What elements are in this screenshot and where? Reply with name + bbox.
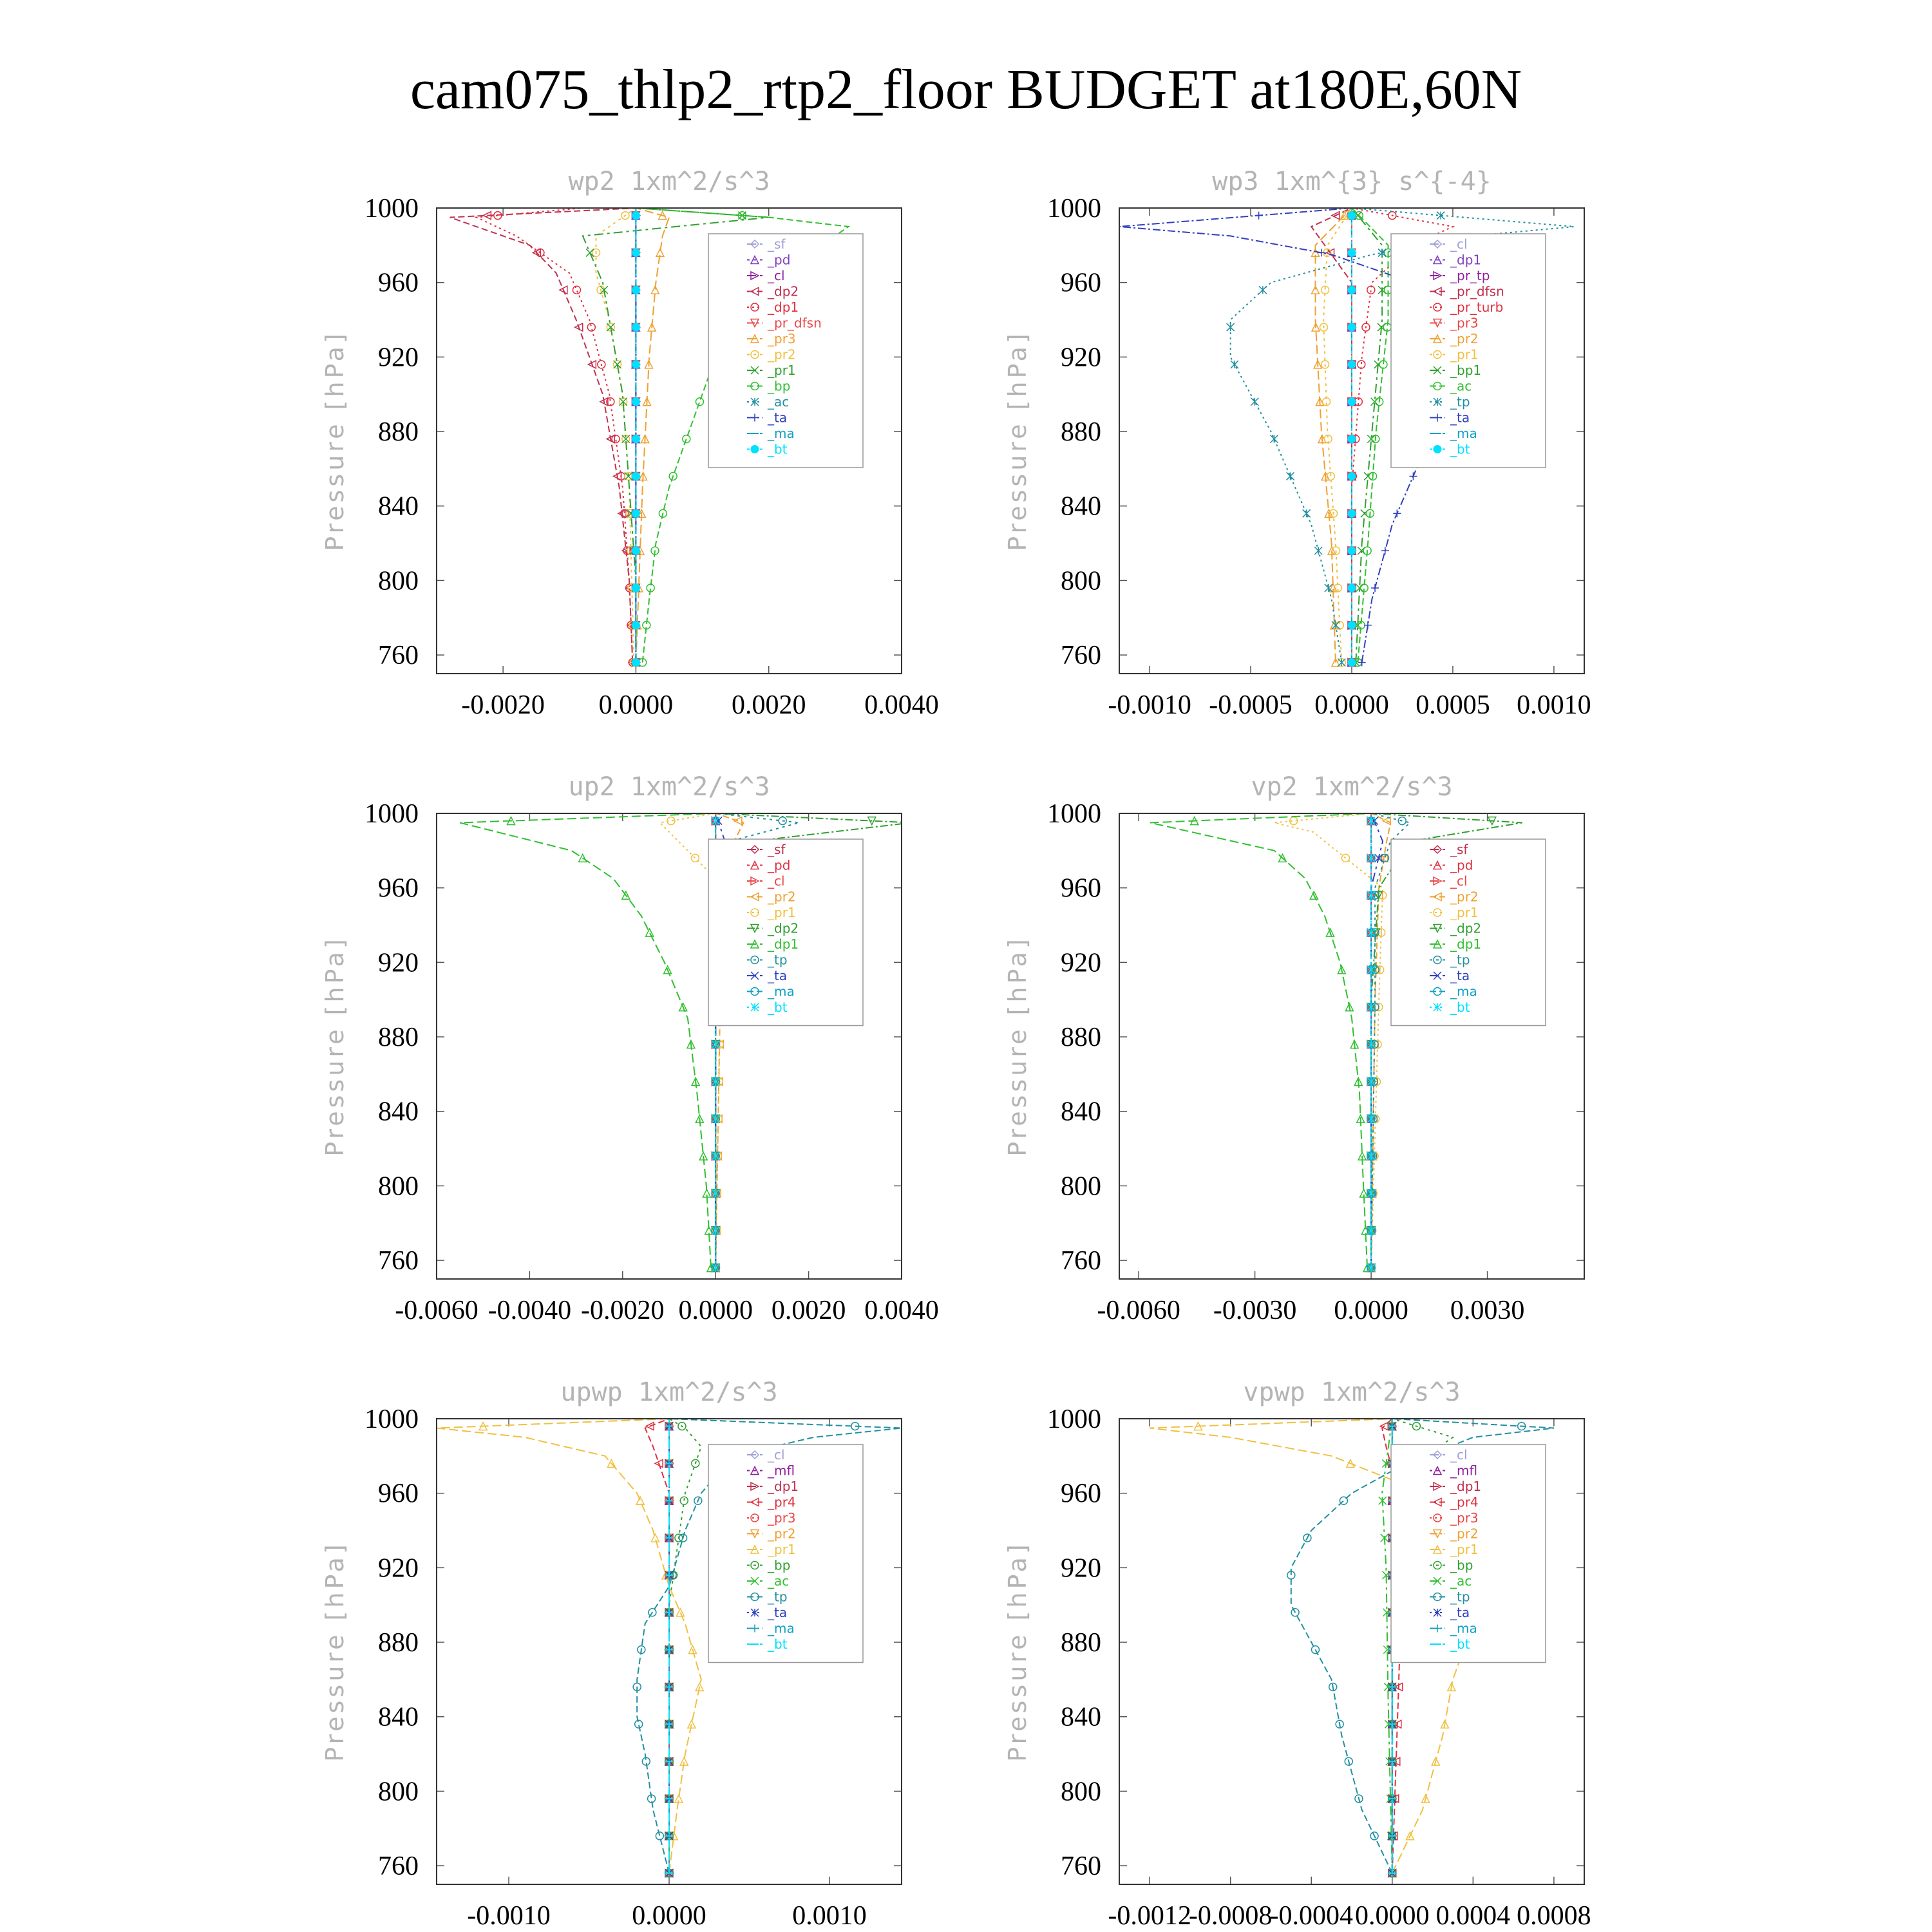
x-tick-label: -0.0020 (581, 1296, 665, 1325)
legend-label: _pr3 (768, 1510, 796, 1526)
x-tick-label: 0.0040 (864, 690, 939, 720)
x-tick-label: 0.0005 (1416, 690, 1490, 720)
x-tick-label: 0.0000 (1334, 1296, 1408, 1325)
x-tick-label: 0.0020 (771, 1296, 846, 1325)
y-axis-label: Pressure [hPa] (321, 330, 349, 551)
series-marker (1348, 547, 1356, 554)
x-tick-label: 0.0000 (678, 1296, 753, 1325)
y-tick-label: 1000 (1047, 1405, 1101, 1434)
series-marker (1348, 212, 1356, 220)
y-tick-label: 800 (1061, 1171, 1101, 1202)
legend-label: _bp (1450, 1557, 1473, 1573)
legend-label: _pr_dfsn (768, 315, 822, 331)
x-tick-label: -0.0040 (488, 1296, 572, 1325)
panel-title: vp2 1xm^2/s^3 (1251, 772, 1453, 802)
legend-label: _bt (1450, 999, 1470, 1015)
legend-label: _pr1 (1450, 346, 1479, 363)
series-marker (632, 584, 639, 592)
legend (708, 234, 863, 468)
legend-label: _ac (1450, 1573, 1472, 1589)
y-tick-label: 840 (1061, 491, 1101, 522)
legend (1391, 234, 1546, 468)
y-tick-label: 920 (1061, 343, 1101, 373)
legend-label: _sf (768, 236, 786, 252)
x-tick-label: -0.0030 (1213, 1296, 1297, 1325)
legend-label: _ta (1450, 410, 1470, 426)
legend-label: _cl (1450, 236, 1468, 252)
y-tick-label: 960 (1061, 873, 1101, 904)
panel-title: up2 1xm^2/s^3 (568, 772, 770, 802)
series-marker (632, 249, 639, 256)
y-tick-label: 760 (378, 1246, 419, 1276)
legend-label: _pd (768, 857, 791, 873)
legend-label: _pr1 (1450, 1542, 1479, 1557)
y-tick-label: 760 (1061, 1246, 1101, 1276)
x-tick-label: 0.0000 (1355, 1901, 1430, 1931)
legend-label: _bt (768, 1636, 788, 1652)
y-tick-label: 840 (1061, 1702, 1101, 1732)
panel-title: vpwp 1xm^2/s^3 (1243, 1378, 1461, 1407)
legend-label: _dp1 (768, 299, 799, 315)
legend-marker (751, 446, 759, 453)
legend-label: _cl (768, 268, 785, 283)
panel-title: wp3 1xm^{3} s^{-4} (1212, 167, 1492, 196)
legend-label: _cl (768, 873, 785, 889)
legend-label: _sf (1450, 842, 1468, 857)
y-tick-label: 840 (1061, 1097, 1101, 1127)
legend-label: _pd (768, 252, 791, 268)
x-tick-label: 0.0020 (731, 690, 806, 720)
series-marker (1348, 249, 1356, 256)
x-tick-label: 0.0040 (864, 1296, 939, 1325)
legend-label: _tp (768, 952, 788, 968)
x-tick-label: -0.0012 (1108, 1901, 1191, 1931)
y-tick-label: 880 (1061, 417, 1101, 448)
y-tick-label: 880 (378, 417, 419, 448)
series-marker (632, 547, 639, 554)
y-tick-label: 760 (1061, 641, 1101, 671)
legend-label: _pd (1450, 857, 1473, 873)
series-marker (1348, 361, 1356, 368)
legend-label: _dp1 (1450, 936, 1482, 952)
y-tick-label: 760 (378, 1852, 419, 1882)
legend-label: _bp (768, 378, 791, 394)
series-marker (632, 361, 639, 368)
legend-label: _tp (1450, 394, 1470, 410)
legend-label: _ta (1450, 968, 1470, 983)
legend-label: _bt (768, 999, 788, 1015)
y-tick-label: 800 (378, 566, 419, 596)
x-tick-label: -0.0010 (467, 1901, 551, 1931)
legend-label: _pr4 (1450, 1494, 1479, 1510)
legend-label: _ma (1450, 983, 1477, 999)
x-tick-label: 0.0000 (598, 690, 674, 720)
series-marker (1348, 584, 1356, 592)
x-tick-label: -0.0060 (395, 1296, 478, 1325)
series-marker (1348, 323, 1356, 331)
series-marker (632, 398, 639, 406)
x-tick-label: 0.0010 (792, 1901, 867, 1931)
x-tick-label: -0.0020 (461, 690, 545, 720)
legend-label: _mfl (768, 1463, 795, 1479)
y-tick-label: 960 (1061, 268, 1101, 298)
y-tick-label: 880 (1061, 1628, 1101, 1658)
legend-label: _bp (768, 1557, 791, 1573)
y-tick-label: 760 (1061, 1852, 1101, 1882)
x-tick-label: 0.0004 (1435, 1901, 1511, 1931)
y-tick-label: 760 (378, 641, 419, 671)
legend-label: _ac (768, 1573, 790, 1589)
figure-title: cam075_thlp2_rtp2_floor BUDGET at180E,60N (410, 59, 1522, 121)
y-tick-label: 800 (378, 1777, 419, 1807)
x-tick-label: -0.0005 (1209, 690, 1293, 720)
y-tick-label: 960 (1061, 1479, 1101, 1509)
legend (1391, 839, 1546, 1026)
legend-label: _ma (768, 983, 795, 999)
legend-label: _dp1 (768, 1479, 799, 1494)
legend-label: _pr1 (1450, 905, 1479, 920)
legend-label: _pr3 (1450, 315, 1479, 331)
legend-label: _cl (768, 1447, 785, 1463)
x-tick-label: 0.0000 (632, 1901, 706, 1931)
y-tick-label: 960 (378, 268, 419, 298)
legend-label: _sf (768, 842, 786, 857)
y-axis-label: Pressure [hPa] (321, 1541, 349, 1762)
y-tick-label: 880 (1061, 1023, 1101, 1053)
y-tick-label: 960 (378, 873, 419, 904)
legend-label: _pr_tp (1450, 268, 1490, 283)
series-marker (632, 323, 639, 331)
series-marker (632, 435, 639, 443)
y-tick-label: 800 (378, 1171, 419, 1202)
legend-label: _tp (768, 1589, 788, 1605)
y-tick-label: 840 (378, 1097, 419, 1127)
legend-label: _ac (1450, 378, 1472, 394)
y-tick-label: 800 (1061, 1777, 1101, 1807)
legend-label: _pr_turb (1450, 299, 1504, 315)
series-marker (1348, 659, 1356, 667)
x-tick-label: 0.0010 (1517, 690, 1591, 720)
legend-label: _tp (1450, 1589, 1470, 1605)
legend-label: _dp2 (768, 920, 799, 936)
legend-label: _pr2 (768, 1526, 796, 1542)
legend-label: _pr1 (768, 363, 796, 378)
y-tick-label: 920 (378, 343, 419, 373)
legend-label: _bp1 (1450, 363, 1482, 378)
series-marker (1348, 472, 1356, 480)
legend-label: _pr2 (768, 346, 796, 363)
legend (708, 839, 863, 1026)
y-tick-label: 920 (1061, 948, 1101, 978)
series-marker (632, 286, 639, 294)
series-marker (1348, 509, 1356, 517)
legend-label: _tp (1450, 952, 1470, 968)
legend-label: _pr2 (1450, 1526, 1479, 1542)
series-marker (1348, 435, 1356, 443)
y-axis-label: Pressure [hPa] (1003, 330, 1032, 551)
legend-label: _pr1 (768, 1542, 796, 1557)
legend-label: _ma (768, 1620, 795, 1636)
legend-label: _ma (768, 426, 795, 441)
y-tick-label: 880 (378, 1023, 419, 1053)
series-marker (632, 621, 639, 629)
x-tick-label: -0.0004 (1269, 1901, 1353, 1931)
legend-label: _pr2 (1450, 331, 1479, 346)
series-marker (632, 472, 639, 480)
legend-label: _dp2 (768, 283, 799, 299)
y-axis-label: Pressure [hPa] (1003, 936, 1032, 1157)
legend-label: _dp1 (768, 936, 799, 952)
y-tick-label: 840 (378, 1702, 419, 1732)
x-tick-label: 0.0008 (1517, 1901, 1591, 1931)
y-tick-label: 920 (378, 1553, 419, 1584)
legend-label: _bt (1450, 441, 1470, 457)
legend (708, 1444, 863, 1663)
legend-label: _ac (768, 394, 790, 410)
legend-label: _ta (768, 410, 788, 426)
series-marker (632, 212, 639, 220)
series-marker (1348, 621, 1356, 629)
legend-label: _dp1 (1450, 1479, 1482, 1494)
legend-label: _ta (768, 1605, 788, 1620)
legend-label: _mfl (1450, 1463, 1478, 1479)
series-marker (632, 509, 639, 517)
y-tick-label: 1000 (1047, 194, 1101, 223)
legend-label: _pr2 (768, 889, 796, 905)
legend-label: _pr2 (1450, 889, 1479, 905)
legend-label: _pr4 (768, 1494, 796, 1510)
legend-label: _bt (768, 441, 788, 457)
panel-title: upwp 1xm^2/s^3 (560, 1378, 778, 1407)
legend-label: _ma (1450, 1620, 1477, 1636)
y-tick-label: 1000 (1047, 799, 1101, 829)
legend-label: _ma (1450, 426, 1477, 441)
panel-title: wp2 1xm^2/s^3 (568, 167, 770, 196)
y-tick-label: 840 (378, 491, 419, 522)
series-marker (1348, 398, 1356, 406)
y-axis-label: Pressure [hPa] (321, 936, 349, 1157)
legend-label: _pr3 (768, 331, 796, 346)
x-tick-label: 0.0030 (1450, 1296, 1525, 1325)
series-marker (1348, 286, 1356, 294)
legend-label: _bt (1450, 1636, 1470, 1652)
x-tick-label: -0.0010 (1108, 690, 1191, 720)
legend-label: _ta (768, 968, 788, 983)
y-tick-label: 920 (378, 948, 419, 978)
legend-label: _dp2 (1450, 920, 1482, 936)
legend-label: _pr1 (768, 905, 796, 920)
y-tick-label: 960 (378, 1479, 419, 1509)
legend-label: _dp1 (1450, 252, 1482, 268)
y-axis-label: Pressure [hPa] (1003, 1541, 1032, 1762)
x-tick-label: 0.0000 (1314, 690, 1389, 720)
y-tick-label: 1000 (365, 1405, 419, 1434)
series-marker (632, 659, 639, 667)
y-tick-label: 920 (1061, 1553, 1101, 1584)
legend-label: _cl (1450, 1447, 1468, 1463)
y-tick-label: 1000 (365, 799, 419, 829)
legend-label: _pr3 (1450, 1510, 1479, 1526)
y-tick-label: 880 (378, 1628, 419, 1658)
x-tick-label: -0.0008 (1188, 1901, 1273, 1931)
legend-label: _ta (1450, 1605, 1470, 1620)
legend (1391, 1444, 1546, 1663)
legend-label: _cl (1450, 873, 1468, 889)
y-tick-label: 1000 (365, 194, 419, 223)
x-tick-label: -0.0060 (1097, 1296, 1180, 1325)
legend-label: _pr_dfsn (1450, 283, 1504, 299)
y-tick-label: 800 (1061, 566, 1101, 596)
legend-marker (1434, 446, 1441, 453)
